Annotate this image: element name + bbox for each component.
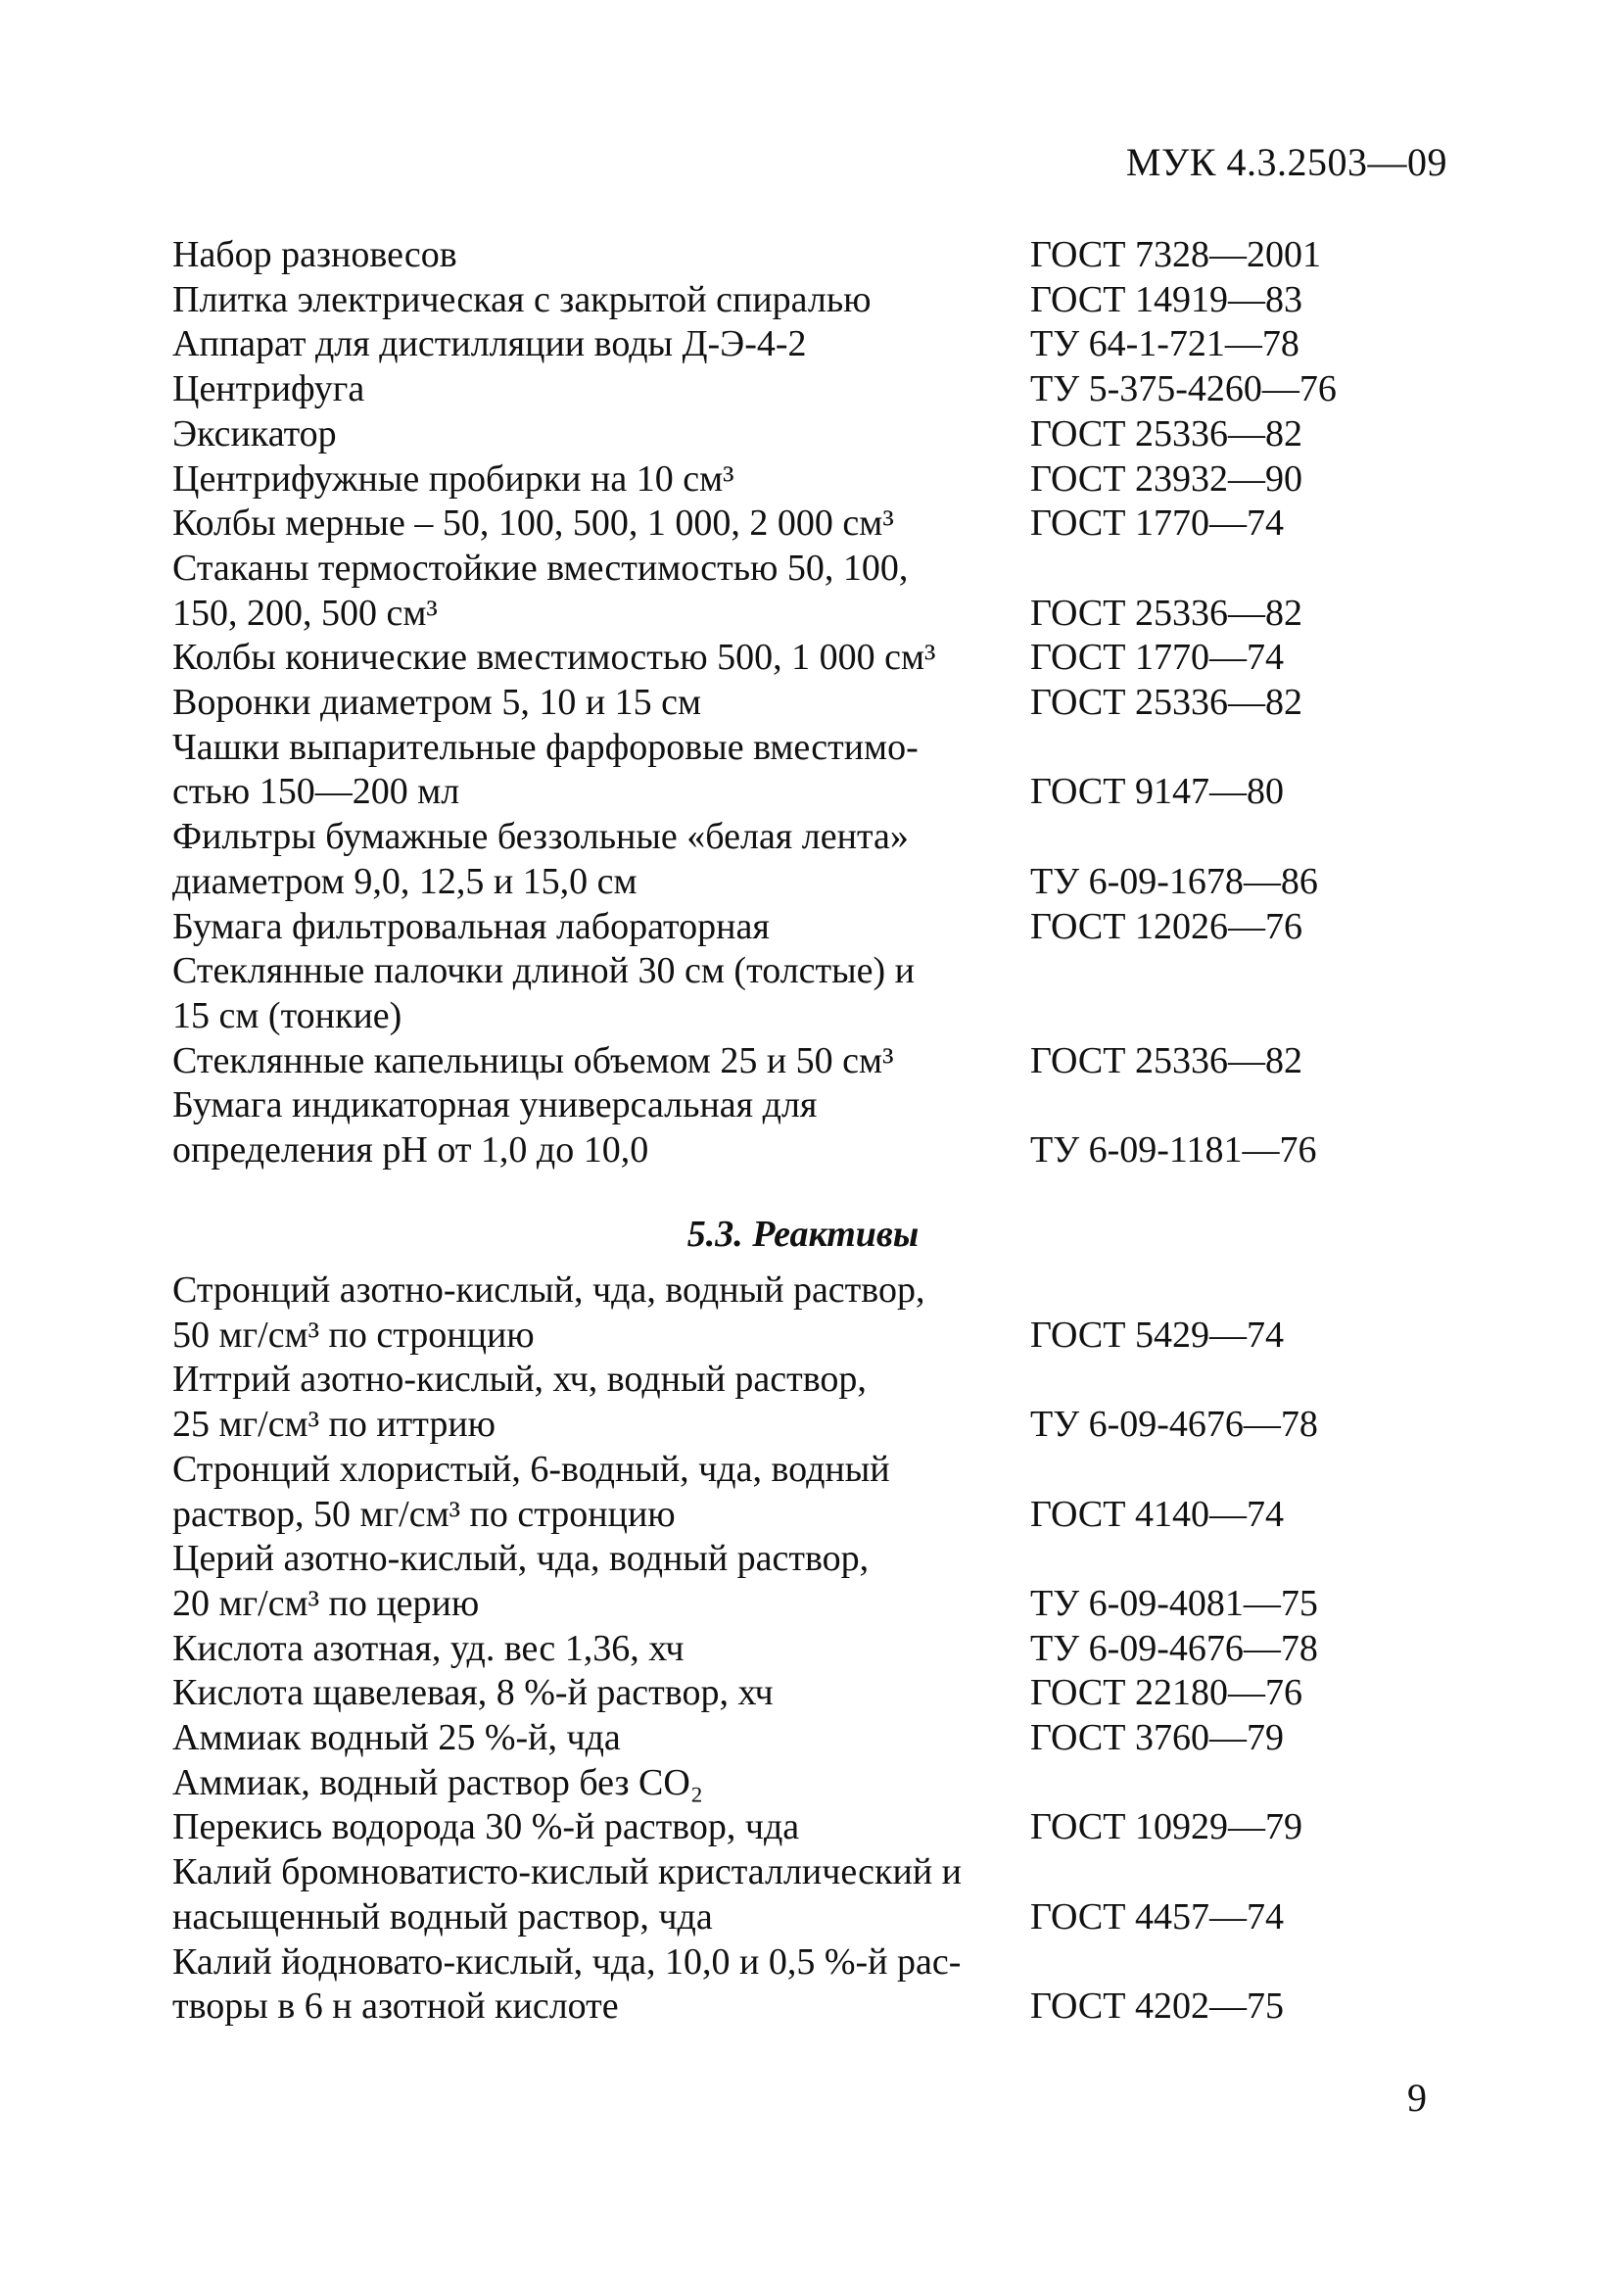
item-standard: ГОСТ 4202—75 [1030, 1985, 1284, 2028]
item-standard: ГОСТ 1770—74 [1030, 637, 1284, 679]
item-standard: ТУ 6-09-4676—78 [1030, 1627, 1318, 1669]
list-item [172, 681, 1387, 726]
item-standard: ТУ 6-09-4676—78 [1030, 1404, 1318, 1446]
item-name: Перекись водорода 30 %-й раствор, чда [172, 1806, 800, 1848]
reagents-list [172, 1268, 1387, 2030]
list-item [172, 1850, 1387, 1939]
list-item [172, 502, 1387, 547]
list-item [172, 233, 1387, 278]
item-name: Кислота щавелевая, 8 %-й раствор, хч [172, 1672, 774, 1714]
list-item [172, 636, 1387, 681]
equipment-list [172, 233, 1387, 1173]
item-name: Эксикатор [172, 412, 337, 454]
item-standard: ТУ 6-09-1181—76 [1030, 1129, 1317, 1172]
list-item [172, 1039, 1387, 1084]
list-item [172, 278, 1387, 323]
list-item [172, 815, 1387, 904]
item-standard: ГОСТ 25336—82 [1030, 592, 1302, 634]
item-name: Аммиак водный 25 %-й, чда [172, 1717, 621, 1759]
section-heading: 5.3. Реактивы [686, 1214, 920, 1255]
list-item [172, 949, 1387, 1038]
item-name: Иттрий азотно-кислый, хч, водный раствор, 25 мг/см³ по иттрию [172, 1359, 867, 1446]
list-item [172, 1716, 1387, 1761]
item-standard: ГОСТ 22180—76 [1030, 1672, 1302, 1714]
list-item [172, 1268, 1387, 1358]
item-standard: ГОСТ 5429—74 [1030, 1314, 1284, 1356]
list-item [172, 1627, 1387, 1672]
item-name: Набор разновесов [172, 234, 457, 275]
item-standard: ГОСТ 23932—90 [1030, 457, 1302, 500]
list-item [172, 1358, 1387, 1447]
item-standard: ТУ 64-1-721—78 [1030, 323, 1299, 365]
item-standard: ГОСТ 25336—82 [1030, 412, 1302, 454]
list-item [172, 457, 1387, 502]
list-item [172, 1083, 1387, 1172]
item-standard: ГОСТ 10929—79 [1030, 1806, 1302, 1848]
item-name: Стаканы термостойкие вместимостью 50, 100, 150, 200, 500 см³ [172, 547, 909, 634]
list-item [172, 412, 1387, 457]
list-item [172, 1761, 1387, 1806]
item-name: Калий бромноватисто-кислый кристаллический и насыщенный водный раствор, чда [172, 1851, 963, 1937]
item-name: Аммиак, водный раствор без CO₂ [172, 1761, 704, 1803]
item-standard: ГОСТ 14919—83 [1030, 278, 1302, 320]
list-item [172, 726, 1387, 815]
item-standard: ГОСТ 4140—74 [1030, 1493, 1284, 1535]
item-name: Чашки выпарительные фарфоровые вместимо- стью 150—200 мл [172, 726, 919, 813]
item-name: Центрифуга [172, 368, 365, 410]
item-name: Калий йодновато-кислый, чда, 10,0 и 0,5 %-й рас- творы в 6 н азотной кислоте [172, 1940, 962, 2028]
item-standard: ГОСТ 7328—2001 [1030, 234, 1321, 275]
item-name: Стеклянные капельницы объемом 25 и 50 см³ [172, 1039, 894, 1081]
item-standard: ГОСТ 12026—76 [1030, 905, 1302, 947]
list-item [172, 1805, 1387, 1850]
item-standard: ГОСТ 4457—74 [1030, 1895, 1284, 1937]
list-item [172, 322, 1387, 367]
list-item [172, 1940, 1387, 2030]
item-name: Бумага фильтровальная лабораторная [172, 905, 770, 947]
item-name: Стеклянные палочки длиной 30 см (толстые) и 15 см (тонкие) [172, 950, 916, 1036]
item-name: Плитка электрическая с закрытой спиралью [172, 278, 872, 320]
item-name: Бумага индикаторная универсальная для определения pH от 1,0 до 10,0 [172, 1084, 818, 1172]
item-standard: ГОСТ 25336—82 [1030, 682, 1302, 724]
item-name: Фильтры бумажные беззольные «белая лента» диаметром 9,0, 12,5 и 15,0 см [172, 816, 909, 902]
item-name: Стронций азотно-кислый, чда, водный раствор, 50 мг/см³ по стронцию [172, 1269, 925, 1356]
item-name: Аппарат для дистилляции воды Д-Э-4-2 [172, 323, 807, 365]
item-name: Кислота азотная, уд. вес 1,36, хч [172, 1627, 685, 1669]
item-standard: ГОСТ 3760—79 [1030, 1717, 1284, 1759]
list-item [172, 367, 1387, 412]
list-item [172, 1537, 1387, 1626]
list-item [172, 1448, 1387, 1537]
item-name: Центрифужные пробирки на 10 см³ [172, 457, 734, 500]
list-item [172, 905, 1387, 950]
list-item [172, 1671, 1387, 1716]
document-code: МУК 4.3.2503—09 [1125, 140, 1447, 184]
item-standard: ГОСТ 1770—74 [1030, 502, 1284, 545]
list-item [172, 547, 1387, 636]
item-standard: ГОСТ 9147—80 [1030, 771, 1284, 813]
item-name: Воронки диаметром 5, 10 и 15 см [172, 682, 702, 724]
item-standard: ТУ 6-09-4081—75 [1030, 1582, 1318, 1624]
item-name: Церий азотно-кислый, чда, водный раствор, 20 мг/см³ по церию [172, 1538, 870, 1624]
item-name: Стронций хлористый, 6-водный, чда, водный раствор, 50 мг/см³ по стронцию [172, 1448, 890, 1535]
item-standard: ТУ 6-09-1678—86 [1030, 860, 1318, 902]
item-name: Колбы конические вместимостью 500, 1 000 см³ [172, 637, 936, 679]
item-standard: ТУ 5-375-4260—76 [1030, 368, 1337, 410]
item-name: Колбы мерные – 50, 100, 500, 1 000, 2 000 см³ [172, 502, 894, 545]
page-number: 9 [1407, 2076, 1427, 2120]
item-standard: ГОСТ 25336—82 [1030, 1039, 1302, 1081]
